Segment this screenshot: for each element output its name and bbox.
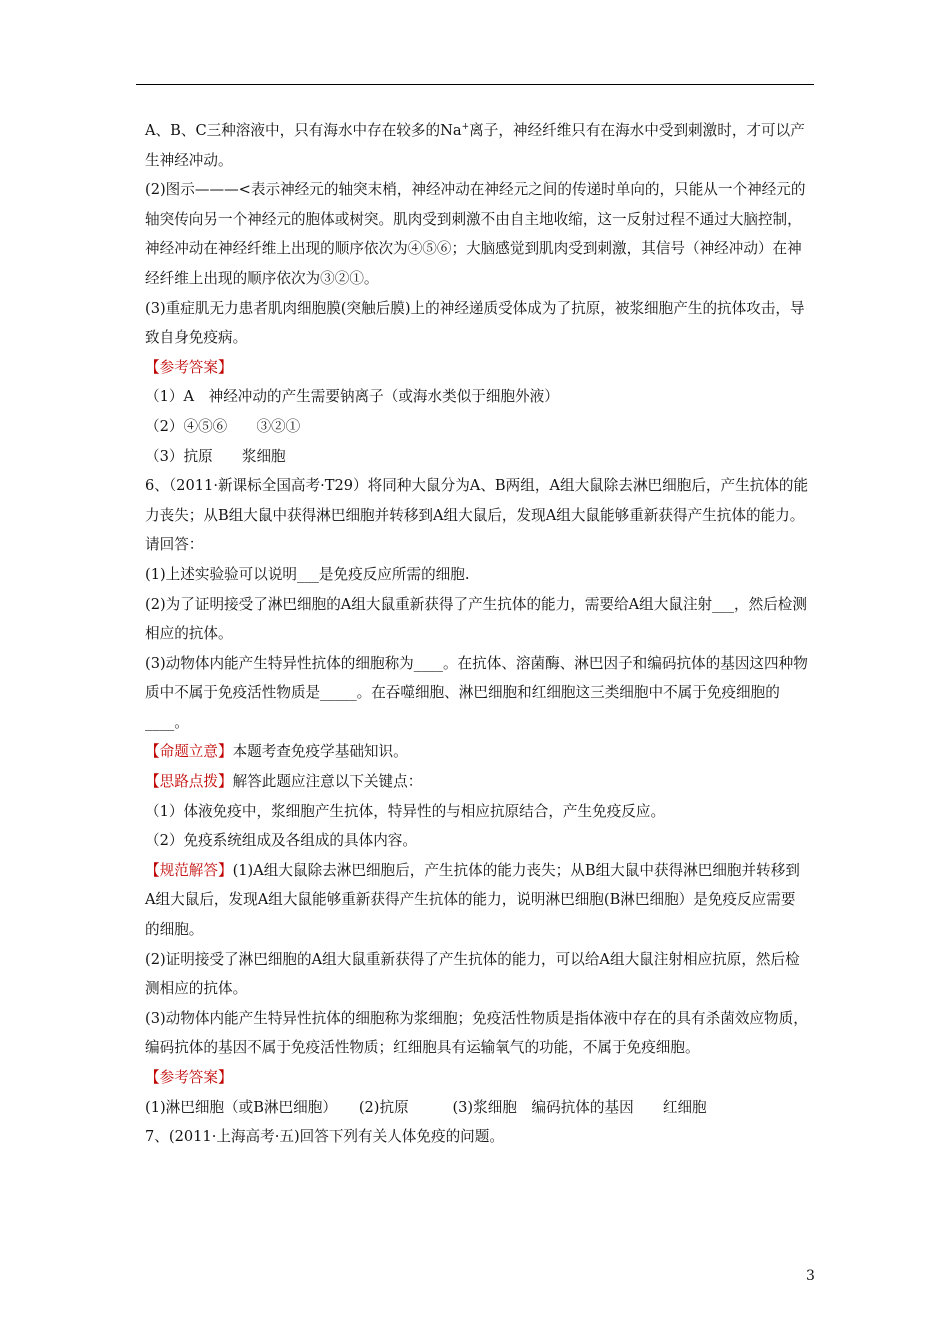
answer-line-1: （1）A 神经冲动的产生需要钠离子（或海水类似于细胞外液） <box>145 388 559 406</box>
solution-paragraph-1 <box>145 856 809 945</box>
question-6-part-2: (2)为了证明接受了淋巴细胞的A组大鼠重新获得了产生抗体的能力，需要给A组大鼠注射___，然后检测相应的抗体。 <box>145 595 807 643</box>
header-rule <box>136 84 814 85</box>
superscript-plus: + <box>461 122 470 133</box>
answer-line-3: （3）抗原 浆细胞 <box>145 447 286 465</box>
question-7-intro: 7、(2011·上海高考·五)回答下列有关人体免疫的问题。 <box>145 1128 504 1146</box>
paragraph-text-tail: 离子，神经纤维只有在海水中受到刺激时，才可以产生神经冲动。 <box>145 122 805 169</box>
paragraph-transmission <box>145 175 809 293</box>
question-6-part-1: (1)上述实验验可以说明___是免疫反应所需的细胞. <box>145 565 470 583</box>
paragraph-prefix: (2)图示 <box>145 181 195 199</box>
answer-heading-2: 【参考答案】 <box>145 1069 233 1086</box>
answer-heading-1: 【参考答案】 <box>145 358 233 376</box>
intent-label: 【命题立意】 <box>145 743 233 761</box>
hint-paragraph <box>145 767 809 797</box>
solution-paragraph-2: (2)证明接受了淋巴细胞的A组大鼠重新获得了产生抗体的能力，可以给A组大鼠注射相应抗原，然后检测相应的抗体。 <box>145 950 800 998</box>
paragraph-myasthenia: (3)重症肌无力患者肌肉细胞膜(突触后膜)上的神经递质受体成为了抗原，被浆细胞产生的抗体攻击，导致自身免疫病。 <box>145 299 805 347</box>
hint-text: 解答此题应注意以下关键点： <box>232 773 423 791</box>
intent-paragraph <box>145 737 809 767</box>
document-body <box>145 116 809 1152</box>
hint-line-2: （2）免疫系统组成及各组成的具体内容。 <box>145 832 417 850</box>
question-6-intro: 6、（2011·新课标全国高考·T29）将同种大鼠分为A、B两组，A组大鼠除去淋巴细胞后，产生抗体的能力丧失；从B组大鼠中获得淋巴细胞并转移到A组大鼠后，发现A组大鼠能够重新获得产生抗体的能力。请回答： <box>145 477 809 554</box>
paragraph-text: 表示神经元的轴突末梢，神经冲动在神经元之间的传递时单向的，只能从一个神经元的轴突传向另一个神经元的胞体或树突。肌肉受到刺激不由自主地收缩，这一反射过程不通过大脑控制，神经冲动在神经纤维上出现的顺序依次为④⑤⑥；大脑感觉到肌肉受到刺激，其信号（神经冲动）在神经纤维上出现的顺序依次为③②①。 <box>145 181 806 287</box>
page-number: 3 <box>806 1268 815 1284</box>
hint-line-1: （1）体液免疫中，浆细胞产生抗体，特异性的与相应抗原结合，产生免疫反应。 <box>145 802 666 820</box>
paragraph-sodium <box>145 116 809 175</box>
axon-terminal-symbol: ———< <box>194 181 251 199</box>
question-6-part-3: (3)动物体内能产生特异性抗体的细胞称为____。在抗体、溶菌酶、淋巴因子和编码抗体的基因这四种物质中不属于免疫活性物质是_____。在吞噬细胞、淋巴细胞和红细胞这三类细胞中不属于免疫细胞的____。 <box>145 654 808 731</box>
paragraph-text: A、B、C三种溶液中，只有海水中存在较多的Na <box>145 122 462 139</box>
hint-label: 【思路点拨】 <box>145 773 233 791</box>
intent-text: 本题考查免疫学基础知识。 <box>232 743 408 761</box>
answer-line-2: （2）④⑤⑥ ③②① <box>145 417 301 435</box>
solution-paragraph-3: (3)动物体内能产生特异性抗体的细胞称为浆细胞；免疫活性物质是指体液中存在的具有杀菌效应物质，编码抗体的基因不属于免疫活性物质；红细胞具有运输氧气的功能，不属于免疫细胞。 <box>145 1009 808 1057</box>
solution-label: 【规范解答】 <box>145 861 233 879</box>
solution-text-1: (1)A组大鼠除去淋巴细胞后，产生抗体的能力丧失；从B组大鼠中获得淋巴细胞并转移到A组大鼠后，发现A组大鼠能够重新获得产生抗体的能力，说明淋巴细胞(B淋巴细胞）是免疫反应需要的细胞。 <box>145 861 800 939</box>
answer-2-line: (1)淋巴细胞（或B淋巴细胞） (2)抗原 (3)浆细胞 编码抗体的基因 红细胞 <box>145 1098 707 1116</box>
